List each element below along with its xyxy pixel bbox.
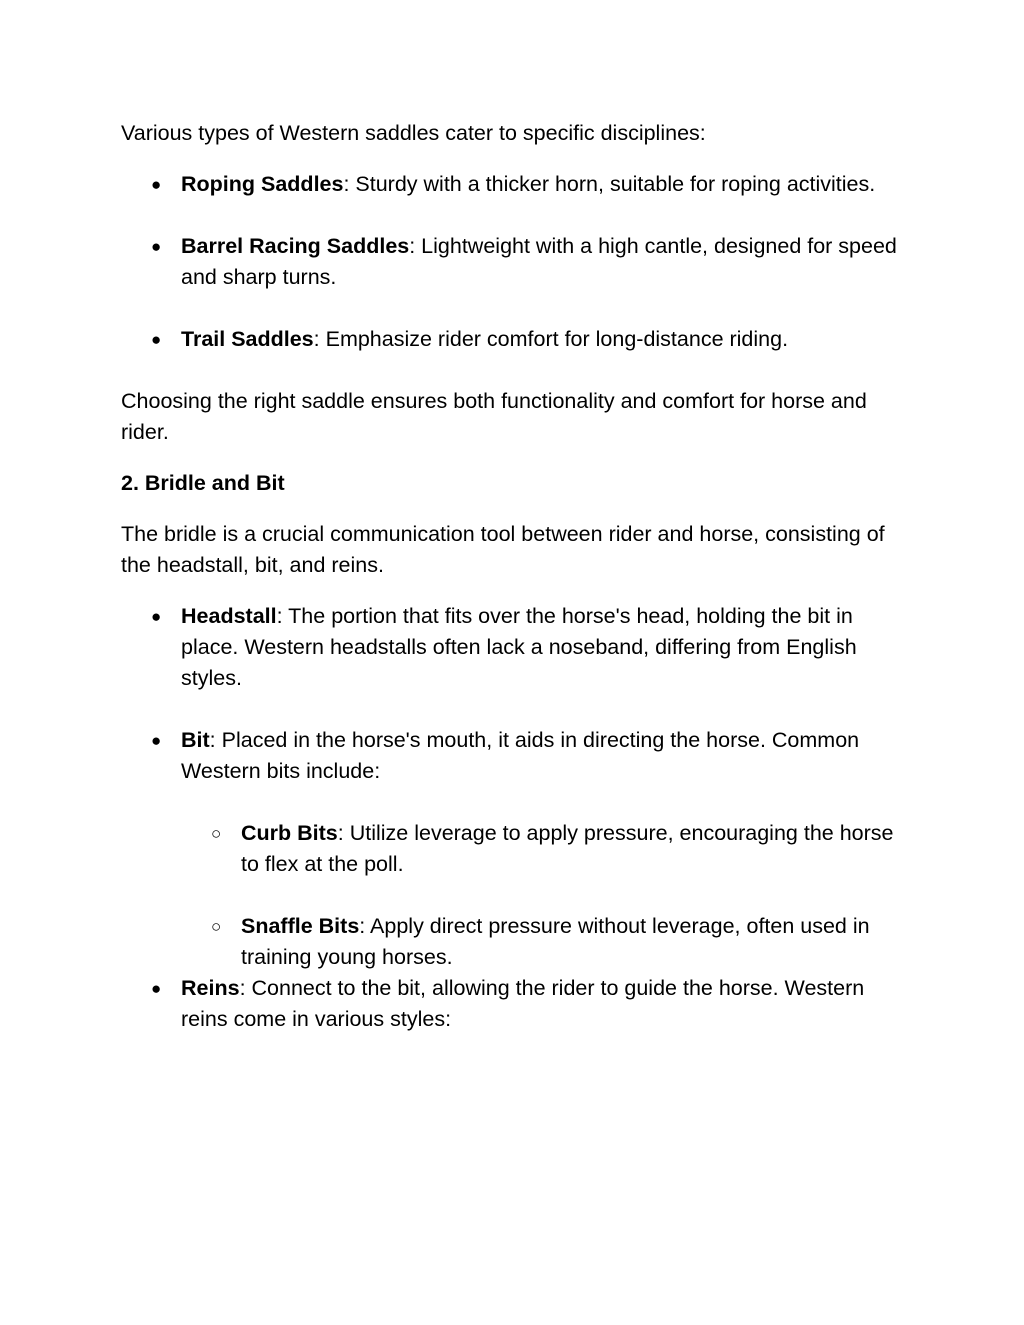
saddle-types-intro: Various types of Western saddles cater to specific disciplines: — [121, 121, 706, 145]
bridle-intro: The bridle is a crucial communication tool between rider and horse, consisting of the headstall, bit, and reins. — [121, 522, 885, 577]
list-item — [121, 231, 911, 293]
item-description: : Apply direct pressure without leverage, often used in training young horses. — [241, 914, 870, 969]
bullet-marker: ● — [151, 731, 162, 750]
bullet-marker: ● — [151, 979, 162, 998]
item-term: Roping Saddles — [181, 172, 344, 196]
list-item — [121, 601, 911, 694]
item-term: Headstall — [181, 604, 277, 628]
bit-types-list — [181, 818, 911, 973]
item-description: : Connect to the bit, allowing the rider to guide the horse. Western reins come in various styles: — [181, 976, 865, 1031]
item-term: Reins — [181, 976, 240, 1000]
sub-bullet-marker: ○ — [211, 917, 222, 936]
list-item — [121, 324, 911, 355]
item-description: : Emphasize rider comfort for long-distance riding. — [313, 327, 789, 351]
saddle-types-list — [121, 169, 911, 355]
list-item — [121, 973, 911, 1035]
section-heading: 2. Bridle and Bit — [121, 471, 285, 495]
item-description: : Lightweight with a high cantle, designed for speed and sharp turns. — [181, 234, 897, 289]
item-description: : Sturdy with a thicker horn, suitable for roping activities. — [343, 172, 876, 196]
bullet-marker: ● — [151, 607, 162, 626]
item-term: Trail Saddles — [181, 327, 314, 351]
document-page — [121, 118, 911, 1066]
bullet-marker: ● — [151, 237, 162, 256]
item-term: Snaffle Bits — [241, 914, 360, 938]
bridle-parts-list — [121, 601, 911, 1035]
item-term: Barrel Racing Saddles — [181, 234, 410, 258]
bullet-marker: ● — [151, 175, 162, 194]
item-description: : Placed in the horse's mouth, it aids in directing the horse. Common Western bits include: — [181, 728, 860, 783]
sub-list-item — [181, 818, 911, 880]
sub-list-item — [181, 911, 911, 973]
bullet-marker: ● — [151, 330, 162, 349]
item-term: Curb Bits — [241, 821, 338, 845]
list-item — [121, 725, 911, 973]
list-item — [121, 169, 911, 200]
item-term: Bit — [181, 728, 210, 752]
saddle-conclusion: Choosing the right saddle ensures both functionality and comfort for horse and rider. — [121, 389, 867, 444]
item-description: : The portion that fits over the horse's head, holding the bit in place. Western headstalls often lack a noseband, differing from English styles. — [181, 604, 857, 690]
sub-bullet-marker: ○ — [211, 824, 222, 843]
item-description: : Utilize leverage to apply pressure, encouraging the horse to flex at the poll. — [241, 821, 894, 876]
